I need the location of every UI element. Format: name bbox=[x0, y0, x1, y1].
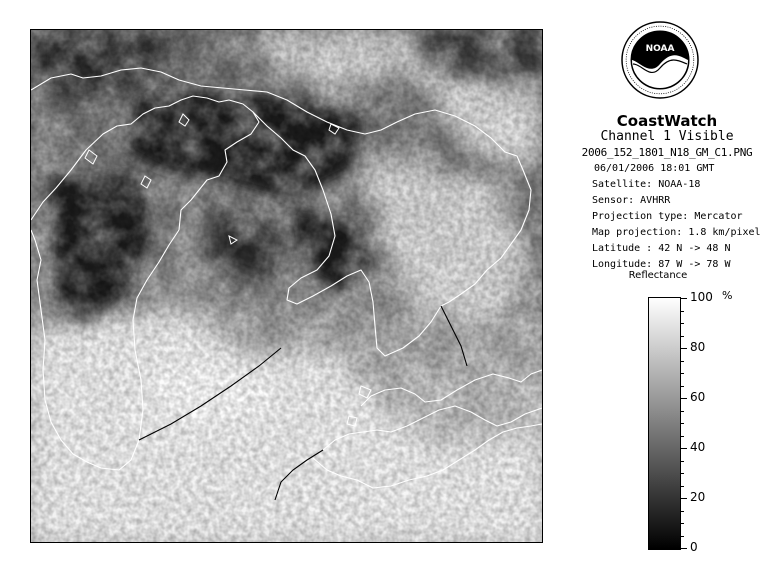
colorbar-tick bbox=[680, 436, 684, 437]
colorbar-tick-label: 60 bbox=[690, 390, 706, 404]
logo-text: NOAA bbox=[645, 44, 675, 54]
colorbar-tick bbox=[680, 311, 684, 312]
satellite-image bbox=[30, 29, 543, 543]
colorbar-tick bbox=[680, 523, 684, 524]
colorbar-tick bbox=[680, 373, 684, 374]
product-title: CoastWatch bbox=[616, 112, 718, 130]
colorbar-tick-label: 20 bbox=[690, 490, 706, 504]
satellite-label: Satellite: NOAA-18 bbox=[592, 179, 701, 190]
colorbar-tick bbox=[680, 423, 684, 424]
filename-label: 2006_152_1801_N18_GM_C1.PNG bbox=[581, 146, 753, 159]
colorbar-tick bbox=[680, 323, 684, 324]
channel-label: Channel 1 Visible bbox=[600, 129, 734, 144]
colorbar-tick bbox=[680, 348, 687, 349]
colorbar-unit: % bbox=[722, 289, 733, 302]
colorbar-tick bbox=[680, 536, 684, 537]
colorbar-tick-label: 80 bbox=[690, 340, 706, 354]
colorbar-tick bbox=[680, 548, 687, 549]
colorbar-tick bbox=[680, 448, 687, 449]
colorbar-tick bbox=[680, 361, 684, 362]
colorbar-tick bbox=[680, 498, 687, 499]
colorbar-tick bbox=[680, 511, 684, 512]
latitude-label: Latitude : 42 N -> 48 N bbox=[592, 243, 731, 254]
datetime-label: 06/01/2006 18:01 GMT bbox=[594, 163, 715, 174]
colorbar-tick bbox=[680, 336, 684, 337]
reflectance-colorbar bbox=[648, 297, 681, 550]
colorbar-tick bbox=[680, 486, 684, 487]
colorbar-tick bbox=[680, 386, 684, 387]
colorbar-tick-label: 100 bbox=[690, 290, 713, 304]
colorbar-tick bbox=[680, 473, 684, 474]
colorbar-tick bbox=[680, 298, 687, 299]
colorbar-title: Reflectance bbox=[628, 270, 688, 281]
longitude-label: Longitude: 87 W -> 78 W bbox=[592, 259, 731, 270]
colorbar-tick bbox=[680, 398, 687, 399]
colorbar-tick bbox=[680, 461, 684, 462]
colorbar-tick-label: 40 bbox=[690, 440, 706, 454]
map-projection-label: Map projection: 1.8 km/pixel bbox=[592, 227, 761, 238]
projection-type-label: Projection type: Mercator bbox=[592, 211, 743, 222]
colorbar-tick-label: 0 bbox=[690, 540, 698, 554]
noaa-logo-icon bbox=[620, 20, 700, 100]
sensor-label: Sensor: AVHRR bbox=[592, 195, 671, 206]
colorbar-tick bbox=[680, 411, 684, 412]
